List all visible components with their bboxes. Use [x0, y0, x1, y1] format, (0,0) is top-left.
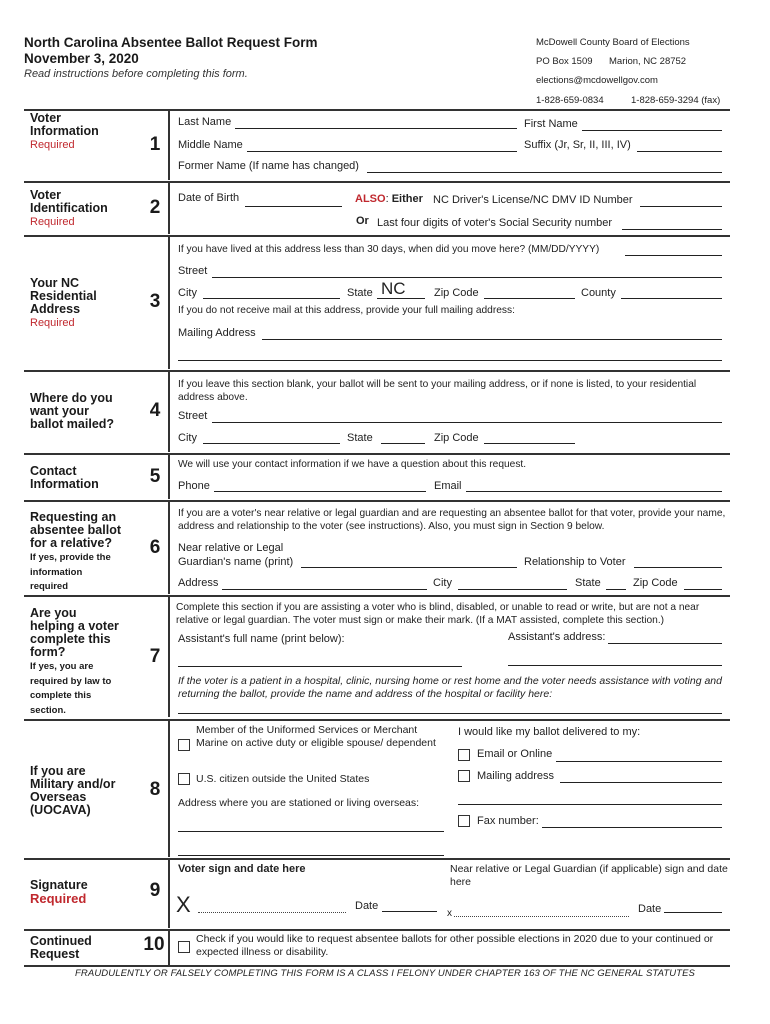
stationed-label: Address where you are stationed or living overseas:	[178, 797, 420, 809]
dob-label: Date of Birth	[178, 192, 240, 204]
mailing-label: Mailing address	[477, 770, 555, 782]
section-9-required: Required	[30, 891, 87, 906]
instructions-note: Read instructions before completing this form.	[24, 68, 248, 80]
license-field[interactable]	[640, 206, 722, 207]
relative-signature-field[interactable]	[454, 916, 629, 917]
voter-sign-label: Voter sign and date here	[178, 863, 306, 875]
section-5-number: 5	[149, 466, 161, 487]
no-mail-label: If you do not receive mail at this address, provide your full mailing address:	[178, 305, 515, 316]
assistant-address-field-2[interactable]	[508, 665, 722, 666]
relative-sign-label: Near relative or Legal Guardian (if applicable) sign and date here	[450, 863, 728, 888]
res-zip-label: Zip Code	[434, 287, 479, 299]
board-po-box: PO Box 1509	[536, 56, 593, 67]
section-4-label: Where do you want your ballot mailed?	[30, 391, 115, 431]
email-online-label: Email or Online	[477, 748, 553, 760]
assistant-address-label: Assistant's address:	[508, 631, 606, 643]
continued-request-label: Check if you would like to request absentee ballots for other possible elections in 2020 due to your continued or expected illness or disability.	[196, 933, 714, 958]
last-name-field[interactable]	[235, 128, 517, 129]
section-4-divider	[24, 370, 730, 372]
res-street-field[interactable]	[212, 277, 722, 278]
section-6-divider	[24, 500, 730, 502]
license-label: NC Driver's License/NC DMV ID Number	[433, 194, 633, 206]
first-name-label: First Name	[524, 118, 578, 130]
guardian-name-label: Guardian's name (print)	[178, 556, 294, 568]
fax-field[interactable]	[542, 827, 722, 828]
deliver-label: I would like my ballot delivered to my:	[458, 726, 641, 738]
ballot-street-label: Street	[178, 410, 208, 422]
ballot-state-field[interactable]	[381, 443, 425, 444]
section-8-label: If you are Military and/or Overseas (UOCAVA)	[30, 764, 116, 817]
assistant-name-label: Assistant's full name (print below):	[178, 633, 345, 645]
fax-label: Fax number:	[477, 815, 539, 827]
res-zip-field[interactable]	[484, 298, 575, 299]
section-2-number: 2	[149, 197, 161, 218]
relative-state-label: State	[575, 577, 601, 589]
middle-name-field[interactable]	[247, 151, 517, 152]
email-online-field[interactable]	[556, 761, 722, 762]
section-7-divider	[24, 595, 730, 597]
first-name-field[interactable]	[582, 130, 722, 131]
fax-checkbox[interactable]	[458, 815, 470, 827]
section-7-number: 7	[149, 646, 161, 667]
section-1-number: 1	[149, 134, 161, 155]
res-state-value: NC	[381, 279, 406, 298]
section-4-number: 4	[149, 400, 161, 421]
voter-date-label: Date	[355, 900, 379, 912]
relative-date-label: Date	[638, 903, 662, 915]
former-name-field[interactable]	[367, 172, 722, 173]
relative-zip-label: Zip Code	[633, 577, 678, 589]
section-8-divider	[24, 719, 730, 721]
section-10-number: 10	[143, 934, 165, 955]
board-email[interactable]: elections@mcdowellgov.com	[536, 75, 658, 86]
section-3-required: Required	[30, 317, 75, 329]
election-date: November 3, 2020	[24, 51, 139, 66]
suffix-field[interactable]	[637, 151, 722, 152]
former-name-label: Former Name (If name has changed)	[178, 160, 359, 172]
ballot-street-field[interactable]	[212, 422, 722, 423]
section-4-info: If you leave this section blank, your ballot will be sent to your mailing address, or if none is listed, to your residential address above.	[178, 379, 697, 403]
section-9-label: Signature Required	[30, 878, 88, 906]
relative-city-label: City	[433, 577, 452, 589]
section-2-required: Required	[30, 216, 75, 228]
section-5-label: Contact Information	[30, 464, 99, 491]
section-2-vline	[168, 183, 170, 234]
board-fax: 1-828-659-3294 (fax)	[631, 95, 721, 106]
dob-field[interactable]	[245, 206, 342, 207]
near-relative-label: Near relative or Legal	[178, 542, 284, 554]
facility-field[interactable]	[178, 713, 722, 714]
citizen-label: U.S. citizen outside the United States	[196, 773, 370, 785]
section-7-info: Complete this section if you are assisting a voter who is blind, disabled, or unable to read or write, but are not a near relative or legal guardian. The voter must sign or make their mark. (If a MAT assisted, complete this section.)	[176, 602, 700, 626]
stationed-field[interactable]	[178, 831, 444, 832]
relative-address-field[interactable]	[222, 589, 427, 590]
section-10-bottom	[24, 965, 730, 967]
section-7-vline	[168, 597, 170, 717]
form-title: North Carolina Absentee Ballot Request Form	[24, 35, 318, 50]
res-city-label: City	[178, 287, 197, 299]
section-1-vline	[168, 111, 170, 180]
assistant-name-field[interactable]	[178, 666, 462, 667]
ballot-city-field[interactable]	[203, 443, 340, 444]
middle-name-label: Middle Name	[178, 139, 243, 151]
section-7-note: If yes, you are required by law to complete this section.	[30, 661, 112, 716]
relative-sign-x: x	[447, 908, 452, 919]
section-1-label: Voter Information Required	[30, 111, 99, 151]
mailing-address-field[interactable]	[262, 339, 722, 340]
mailing-address-label: Mailing Address	[178, 327, 256, 339]
ballot-zip-label: Zip Code	[434, 432, 479, 444]
res-city-field[interactable]	[203, 298, 340, 299]
relative-state-field[interactable]	[606, 589, 626, 590]
section-3-divider	[24, 235, 730, 237]
section-9-divider	[24, 858, 730, 860]
voter-date-field[interactable]	[382, 911, 437, 912]
voter-signature-field[interactable]	[198, 912, 346, 913]
section-10-label: Continued Request	[30, 934, 92, 961]
mailing-field-2[interactable]	[458, 804, 722, 805]
last-name-label: Last Name	[178, 116, 232, 128]
section-6-note: If yes, provide the information required	[30, 552, 111, 592]
res-county-field[interactable]	[621, 298, 722, 299]
section-1-required: Required	[30, 139, 75, 151]
section-10-divider	[24, 929, 730, 931]
section-8-vline	[168, 721, 170, 857]
voter-sign-x: X	[176, 892, 191, 917]
or-label: Or	[356, 215, 369, 227]
res-state-field[interactable]	[377, 298, 425, 299]
ssn-label: Last four digits of voter's Social Security number	[377, 217, 613, 229]
board-phone: 1-828-659-0834	[536, 95, 604, 106]
also-colon: :	[385, 193, 389, 205]
moved-date-field[interactable]	[625, 255, 722, 256]
mailing-address-field-2[interactable]	[178, 360, 722, 361]
section-6-number: 6	[149, 537, 161, 558]
also-label: ALSO	[355, 193, 386, 205]
felony-warning: FRAUDULENTLY OR FALSELY COMPLETING THIS FORM IS A CLASS I FELONY UNDER CHAPTER 163 OF THE NC GENERAL STATUTES	[75, 968, 695, 979]
suffix-label: Suffix (Jr, Sr, II, III, IV)	[524, 139, 631, 151]
section-4-vline	[168, 372, 170, 452]
phone-field[interactable]	[214, 491, 426, 492]
assistant-address-field[interactable]	[608, 643, 722, 644]
section-6-label: Requesting an absentee ballot for a relative? If yes, provide the information required	[30, 510, 121, 592]
res-state-label: State	[347, 287, 373, 299]
section-9-number: 9	[149, 880, 161, 901]
section-3-label: Your NC Residential Address Required	[30, 276, 97, 329]
section-8-number: 8	[149, 779, 161, 800]
section-2-divider	[24, 181, 730, 183]
ballot-state-label: State	[347, 432, 373, 444]
section-6-vline	[168, 502, 170, 594]
ballot-zip-field[interactable]	[484, 443, 575, 444]
section-10-vline	[168, 931, 170, 965]
phone-label: Phone	[178, 480, 210, 492]
relative-date-field[interactable]	[664, 912, 722, 913]
continued-request-checkbox[interactable]	[178, 941, 190, 953]
uniformed-label: Member of the Uniformed Services or Merchant Marine on active duty or eligible spouse/ dependent	[196, 724, 436, 749]
email-field[interactable]	[466, 491, 722, 492]
patient-info: If the voter is a patient in a hospital, clinic, nursing home or rest home and the voter needs assistance with voting and returning the ballot, provide the name and address of the hospital or facility here:	[178, 675, 722, 700]
section-6-info: If you are a voter's near relative or legal guardian and are requesting an absentee ballot for that voter, provide your name, address and relationship to the voter (see instructions). Also, you must sign in Section 9 below.	[178, 508, 726, 532]
guardian-name-field[interactable]	[301, 567, 517, 568]
relationship-field[interactable]	[634, 567, 722, 568]
section-5-divider	[24, 453, 730, 455]
ssn-field[interactable]	[622, 229, 722, 230]
mailing-field[interactable]	[560, 782, 722, 783]
relationship-label: Relationship to Voter	[524, 556, 626, 568]
email-label: Email	[434, 480, 462, 492]
also-either-label	[355, 193, 423, 206]
res-street-label: Street	[178, 265, 208, 277]
section-3-number: 3	[149, 291, 161, 312]
board-city: Marion, NC 28752	[609, 56, 687, 67]
uniformed-checkbox[interactable]	[178, 739, 190, 751]
section-2-label: Voter Identification Required	[30, 188, 108, 228]
section-7-label: Are you helping a voter complete this form? If yes, you are required by law to complete this section.	[30, 606, 119, 716]
stationed-field-2[interactable]	[178, 855, 444, 856]
mailing-checkbox[interactable]	[458, 770, 470, 782]
section-1-divider	[24, 109, 730, 111]
citizen-checkbox[interactable]	[178, 773, 190, 785]
section-3-vline	[168, 237, 170, 369]
either-label: Either	[391, 193, 423, 205]
relative-city-field[interactable]	[458, 589, 567, 590]
relative-address-label: Address	[178, 577, 219, 589]
relative-zip-field[interactable]	[684, 589, 722, 590]
email-online-checkbox[interactable]	[458, 749, 470, 761]
section-9-vline	[168, 860, 170, 928]
ballot-city-label: City	[178, 432, 197, 444]
section-5-info: We will use your contact information if we have a question about this request.	[178, 459, 527, 470]
section-5-vline	[168, 455, 170, 499]
res-county-label: County	[581, 287, 616, 299]
board-name: McDowell County Board of Elections	[536, 37, 690, 48]
moved-label: If you have lived at this address less than 30 days, when did you move here? (MM/DD/YYYY)	[178, 244, 600, 255]
